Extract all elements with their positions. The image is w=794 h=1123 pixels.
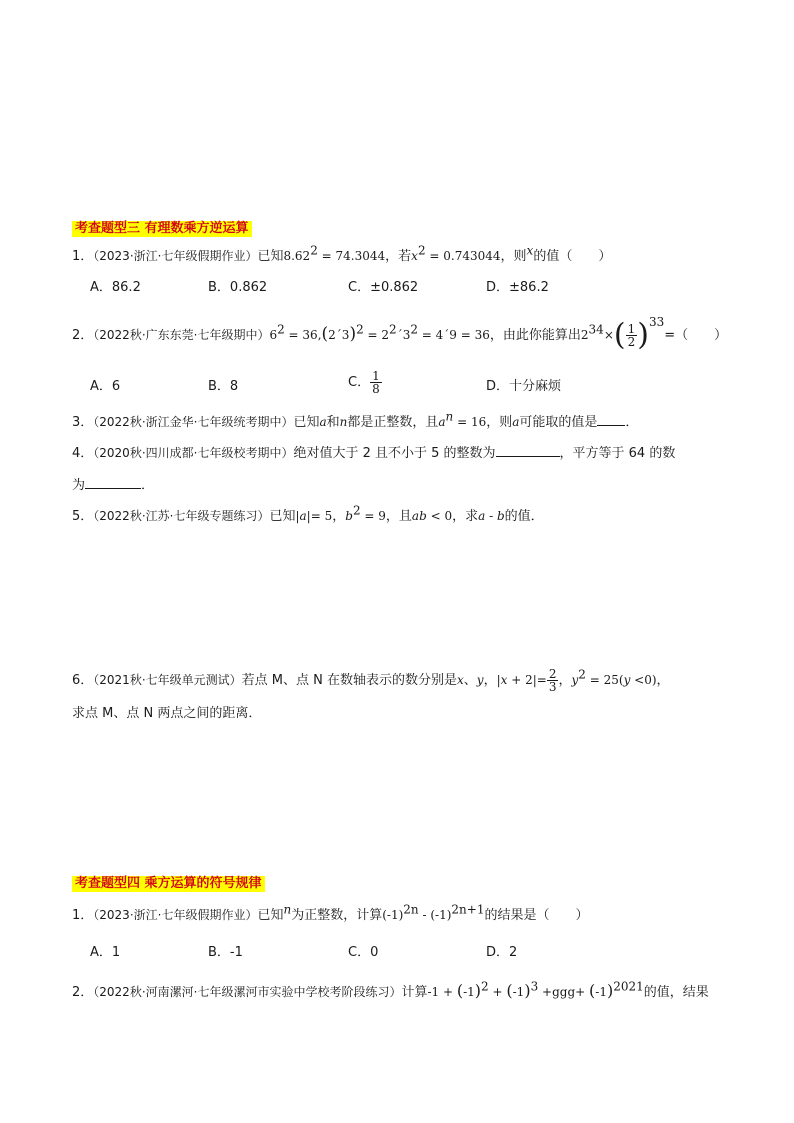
text: ， xyxy=(332,509,346,524)
text: ，且 xyxy=(385,509,412,524)
math: 8.62 xyxy=(283,249,311,263)
math: 6 xyxy=(269,328,278,342)
question-3-6-cont xyxy=(72,705,261,723)
fraction xyxy=(626,323,638,348)
text: ，则 xyxy=(500,249,527,264)
math: 9 = 36 xyxy=(449,328,490,342)
math: + xyxy=(488,985,507,999)
paren: ( xyxy=(321,324,329,344)
math: = 5 xyxy=(310,509,333,523)
paren: ) xyxy=(606,981,614,1000)
math: <0) xyxy=(630,673,657,687)
paren: ( xyxy=(589,981,596,1000)
question-3-4 xyxy=(72,444,675,463)
exponent: 2 xyxy=(410,322,418,337)
math: = 0.743044 xyxy=(425,249,501,263)
math-var: y xyxy=(571,673,579,687)
big-paren-right: ) xyxy=(637,317,649,353)
text: ，平方等于 64 的数 xyxy=(559,446,676,461)
question-number: 2． xyxy=(72,985,94,1000)
question-source: （2022秋·江苏·七年级专题练习） xyxy=(93,509,270,523)
paren: ( xyxy=(618,673,624,687)
question-source: （2023·浙江·七年级假期作业） xyxy=(93,249,258,263)
paren: ) xyxy=(524,981,531,1000)
text: ，由此你能算出 xyxy=(489,328,581,343)
math: = 16 xyxy=(453,415,487,429)
option-b[interactable]: B．-1 xyxy=(208,945,243,960)
question-3-4-cont xyxy=(72,476,154,495)
text: 的值，结果 xyxy=(643,985,709,1000)
math-var: a xyxy=(319,415,327,429)
text: ． xyxy=(141,478,155,493)
option-c[interactable]: C．0 xyxy=(348,945,379,960)
exponent: 34 xyxy=(588,322,604,337)
option-a[interactable]: A．6 xyxy=(90,379,121,394)
fraction xyxy=(547,668,559,693)
math-var: x xyxy=(411,249,418,263)
math-var: y xyxy=(623,673,631,687)
section-heading-4 xyxy=(72,876,265,892)
math: 3 xyxy=(402,328,411,342)
math: - xyxy=(485,509,497,523)
math-var: b xyxy=(345,509,353,523)
math-var: a xyxy=(299,509,307,523)
question-number: 6． xyxy=(72,673,94,688)
section-title: 有理数乘方逆运算 xyxy=(144,221,249,236)
math-var: n xyxy=(283,902,292,917)
math-var: n xyxy=(339,415,348,429)
text: 为正整数，计算 xyxy=(291,908,383,923)
text: 的结果是（ ） xyxy=(484,908,589,923)
text: ． xyxy=(625,415,639,430)
math: ´ xyxy=(443,328,450,342)
denominator: 3 xyxy=(548,680,557,694)
math: = 9 xyxy=(360,509,386,523)
math-var: a xyxy=(438,415,446,429)
text: 的值． xyxy=(504,509,544,524)
answer-blank[interactable] xyxy=(496,444,560,457)
math: ´ xyxy=(396,328,403,342)
math: ´ xyxy=(335,328,342,342)
answer-blank[interactable] xyxy=(597,413,625,426)
question-source: （2022秋·浙江金华·七年级统考期中） xyxy=(93,415,294,429)
denominator: 8 xyxy=(372,382,380,396)
text: 都是正整数，且 xyxy=(347,415,439,430)
exponent: 2n+1 xyxy=(451,902,485,917)
option-d[interactable]: D．±86.2 xyxy=(486,280,549,295)
math: = 2 xyxy=(363,328,390,342)
paren: ) xyxy=(349,324,357,344)
abs-bar: | xyxy=(295,509,300,523)
numerator: 1 xyxy=(372,369,380,383)
text: 的值（ ） xyxy=(533,249,612,264)
exponent: n xyxy=(445,409,454,424)
question-3-5 xyxy=(72,503,544,526)
text: ，求 xyxy=(452,509,479,524)
math: = 4 xyxy=(417,328,444,342)
exponent: 33 xyxy=(648,314,665,329)
big-paren-left: ( xyxy=(613,317,626,353)
math: - (-1) xyxy=(418,908,452,922)
question-number: 1． xyxy=(72,249,94,264)
option-d[interactable]: D．2 xyxy=(486,945,518,960)
math-var: x xyxy=(526,243,534,258)
exponent: 2 xyxy=(310,243,318,258)
option-a[interactable]: A．1 xyxy=(90,945,121,960)
exponent: 2 xyxy=(578,667,586,682)
abs-bar: | xyxy=(532,673,537,687)
text: 为 xyxy=(72,478,86,493)
math: (-1) xyxy=(382,908,404,922)
exponent: 2 xyxy=(352,503,361,518)
math-var: x xyxy=(500,673,508,687)
exponent: 2 xyxy=(417,243,426,258)
text: 绝对值大于 2 且不小于 5 的整数为 xyxy=(293,446,496,461)
math-var: a xyxy=(478,509,486,523)
exponent: 3 xyxy=(530,979,539,994)
text: 求点 M、点 N 两点之间的距离． xyxy=(72,706,262,721)
text: 和 xyxy=(326,415,340,430)
paren: ( xyxy=(456,981,464,1000)
text: 若点 M、点 N 在数轴表示的数分别是 xyxy=(241,673,457,688)
exponent: 2 xyxy=(356,322,364,337)
text: 已知 xyxy=(257,249,284,264)
exponent: 2021 xyxy=(613,979,644,994)
math-var: y xyxy=(476,673,484,687)
exponent: 2n xyxy=(403,902,419,917)
abs-bar: | xyxy=(306,509,311,523)
question-source: （2023·浙江·七年级假期作业） xyxy=(93,908,258,922)
option-d[interactable]: D．十分麻烦 xyxy=(486,379,562,394)
math: -1 xyxy=(595,985,607,999)
question-source: （2020秋·四川成都·七年级校考期中） xyxy=(93,446,294,460)
text: 已知 xyxy=(269,509,296,524)
math-var: b xyxy=(496,509,505,523)
math: -1 + xyxy=(427,985,457,999)
text: 已知 xyxy=(293,415,320,430)
text: ， xyxy=(558,673,572,688)
question-3-1 xyxy=(72,243,612,266)
math-var: ab xyxy=(411,509,427,523)
question-source: （2022秋·广东东莞·七年级期中） xyxy=(93,328,270,342)
text: 可能取的值是 xyxy=(519,415,598,430)
text: =（ ） xyxy=(664,328,728,343)
text: ， xyxy=(656,673,670,688)
math: × xyxy=(603,328,614,342)
math: = 36, xyxy=(284,328,322,342)
question-3-6 xyxy=(72,668,670,693)
math: -1 xyxy=(463,985,475,999)
text: ，则 xyxy=(486,415,513,430)
numerator: 1 xyxy=(627,322,636,336)
denominator: 2 xyxy=(627,335,636,349)
section-heading-3 xyxy=(72,221,252,237)
text: 计算 xyxy=(401,985,428,1000)
question-3-3 xyxy=(72,409,639,432)
text: 已知 xyxy=(257,908,284,923)
fraction xyxy=(370,370,382,395)
section-label: 考查题型四 xyxy=(75,876,141,891)
math: -1 xyxy=(512,985,525,999)
question-source: （2021秋·七年级单元测试） xyxy=(93,673,242,687)
option-c[interactable] xyxy=(348,370,382,395)
math-var: x xyxy=(456,673,464,687)
exponent: 2 xyxy=(389,322,397,337)
question-number: 3． xyxy=(72,415,94,430)
math-var: a xyxy=(512,415,520,429)
math: < 0 xyxy=(426,509,453,523)
text: ，若 xyxy=(385,249,412,264)
math: 2 xyxy=(328,328,336,342)
question-4-1 xyxy=(72,902,589,925)
option-c[interactable]: C．±0.862 xyxy=(348,280,419,295)
option-label: C． xyxy=(348,375,371,390)
question-number: 1． xyxy=(72,908,94,923)
question-number: 2． xyxy=(72,328,94,343)
question-3-2 xyxy=(72,314,728,353)
text: ， xyxy=(483,673,497,688)
option-b[interactable]: B．0.862 xyxy=(208,280,268,295)
question-number: 5． xyxy=(72,509,94,524)
math: +ggg+ xyxy=(538,985,590,999)
exponent: 2 xyxy=(277,322,285,337)
option-b[interactable]: B．8 xyxy=(208,379,239,394)
math: + 2 xyxy=(507,673,533,687)
paren: ) xyxy=(474,981,482,1000)
section-title: 乘方运算的符号规律 xyxy=(144,876,262,891)
section-label: 考查题型三 xyxy=(75,221,141,236)
option-a[interactable]: A．86.2 xyxy=(90,280,141,295)
math: = 25 xyxy=(585,673,619,687)
math: 3 xyxy=(341,328,350,342)
question-4-2 xyxy=(72,979,709,1002)
paren: ( xyxy=(506,981,513,1000)
math: 2 xyxy=(580,328,589,342)
answer-blank[interactable] xyxy=(85,476,141,489)
math: = xyxy=(536,673,547,687)
exponent: 2 xyxy=(481,979,489,994)
math: = 74.3044 xyxy=(317,249,386,263)
question-number: 4． xyxy=(72,446,94,461)
question-source: （2022秋·河南漯河·七年级漯河市实验中学校考阶段练习） xyxy=(93,985,402,999)
text: 、 xyxy=(463,673,477,688)
abs-bar: | xyxy=(496,673,501,687)
numerator: 2 xyxy=(548,667,557,681)
